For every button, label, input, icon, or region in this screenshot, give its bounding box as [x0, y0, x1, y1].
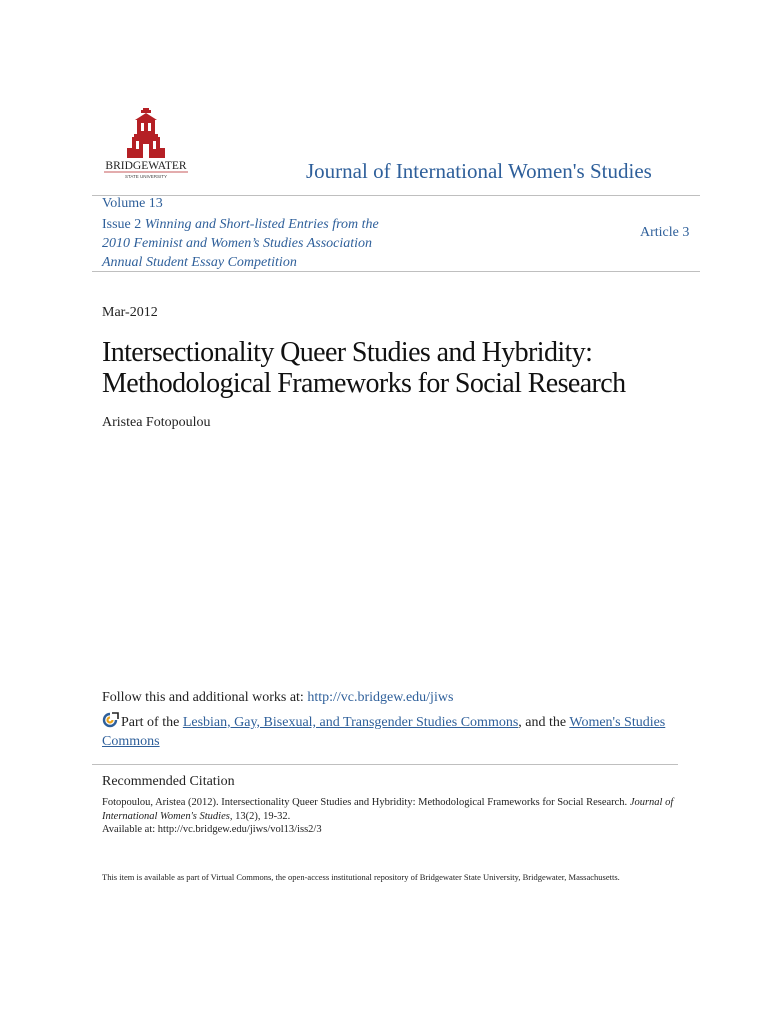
issue-divider — [92, 271, 700, 272]
article-title-line1: Intersectionality Queer Studies and Hybridity: — [102, 337, 593, 368]
womens-studies-commons-link[interactable]: Women's Studies Commons — [102, 715, 666, 749]
volume-link[interactable]: Volume 13 — [102, 196, 163, 211]
citation-journal: Journal of International Women's Studies, — [102, 797, 674, 822]
follow-url-link[interactable]: http://vc.bridgew.edu/jiws — [307, 690, 454, 705]
follow-text: Follow this and additional works at: — [102, 690, 304, 705]
part-of-line — [102, 712, 682, 751]
part-of-prefix: Part of the — [121, 715, 180, 730]
issue-title-line2: 2010 Feminist and Women’s Studies Association — [102, 236, 373, 251]
article-number-link[interactable]: Article 3 — [640, 225, 690, 240]
article-title-line2: Methodological Frameworks for Social Research — [102, 368, 626, 399]
citation-divider — [92, 764, 678, 765]
journal-title[interactable]: Journal of International Women's Studies — [306, 159, 652, 183]
logo-subtext: STATE UNIVERSITY — [124, 174, 168, 179]
citation-text — [102, 796, 682, 837]
bridgewater-logo — [101, 108, 191, 180]
commons-icon — [102, 712, 119, 728]
issue-label: Issue 2 — [102, 217, 142, 232]
citation-part1: Fotopoulou, Aristea (2012). Intersectionality Queer Studies and Hybridity: Methodological Frameworks for Social Research. — [102, 797, 628, 808]
top-divider — [92, 195, 700, 196]
follow-line — [102, 690, 453, 706]
and-the-text: , and the — [518, 715, 567, 730]
logo-wordmark: BRIDGEWATER — [105, 160, 187, 172]
lgbt-studies-commons-link[interactable]: Lesbian, Gay, Bisexual, and Transgender Studies Commons — [182, 715, 519, 730]
issue-title-line3: Annual Student Essay Competition — [102, 255, 297, 270]
issue-title-line1: Winning and Short-listed Entries from the — [144, 217, 379, 232]
citation-available: Available at: http://vc.bridgew.edu/jiws/vol13/iss2/3 — [102, 824, 322, 835]
citation-part2: 13(2), 19-32. — [235, 810, 291, 822]
publication-date: Mar-2012 — [102, 305, 158, 320]
article-title — [102, 337, 702, 399]
recommended-citation-heading: Recommended Citation — [102, 774, 235, 789]
repository-note: This item is available as part of Virtual Commons, the open-access institutional repository of Bridgewater State University, Bridgewater, Massachusetts. — [102, 872, 620, 882]
author-name: Aristea Fotopoulou — [102, 415, 211, 430]
issue-link[interactable] — [102, 215, 412, 272]
